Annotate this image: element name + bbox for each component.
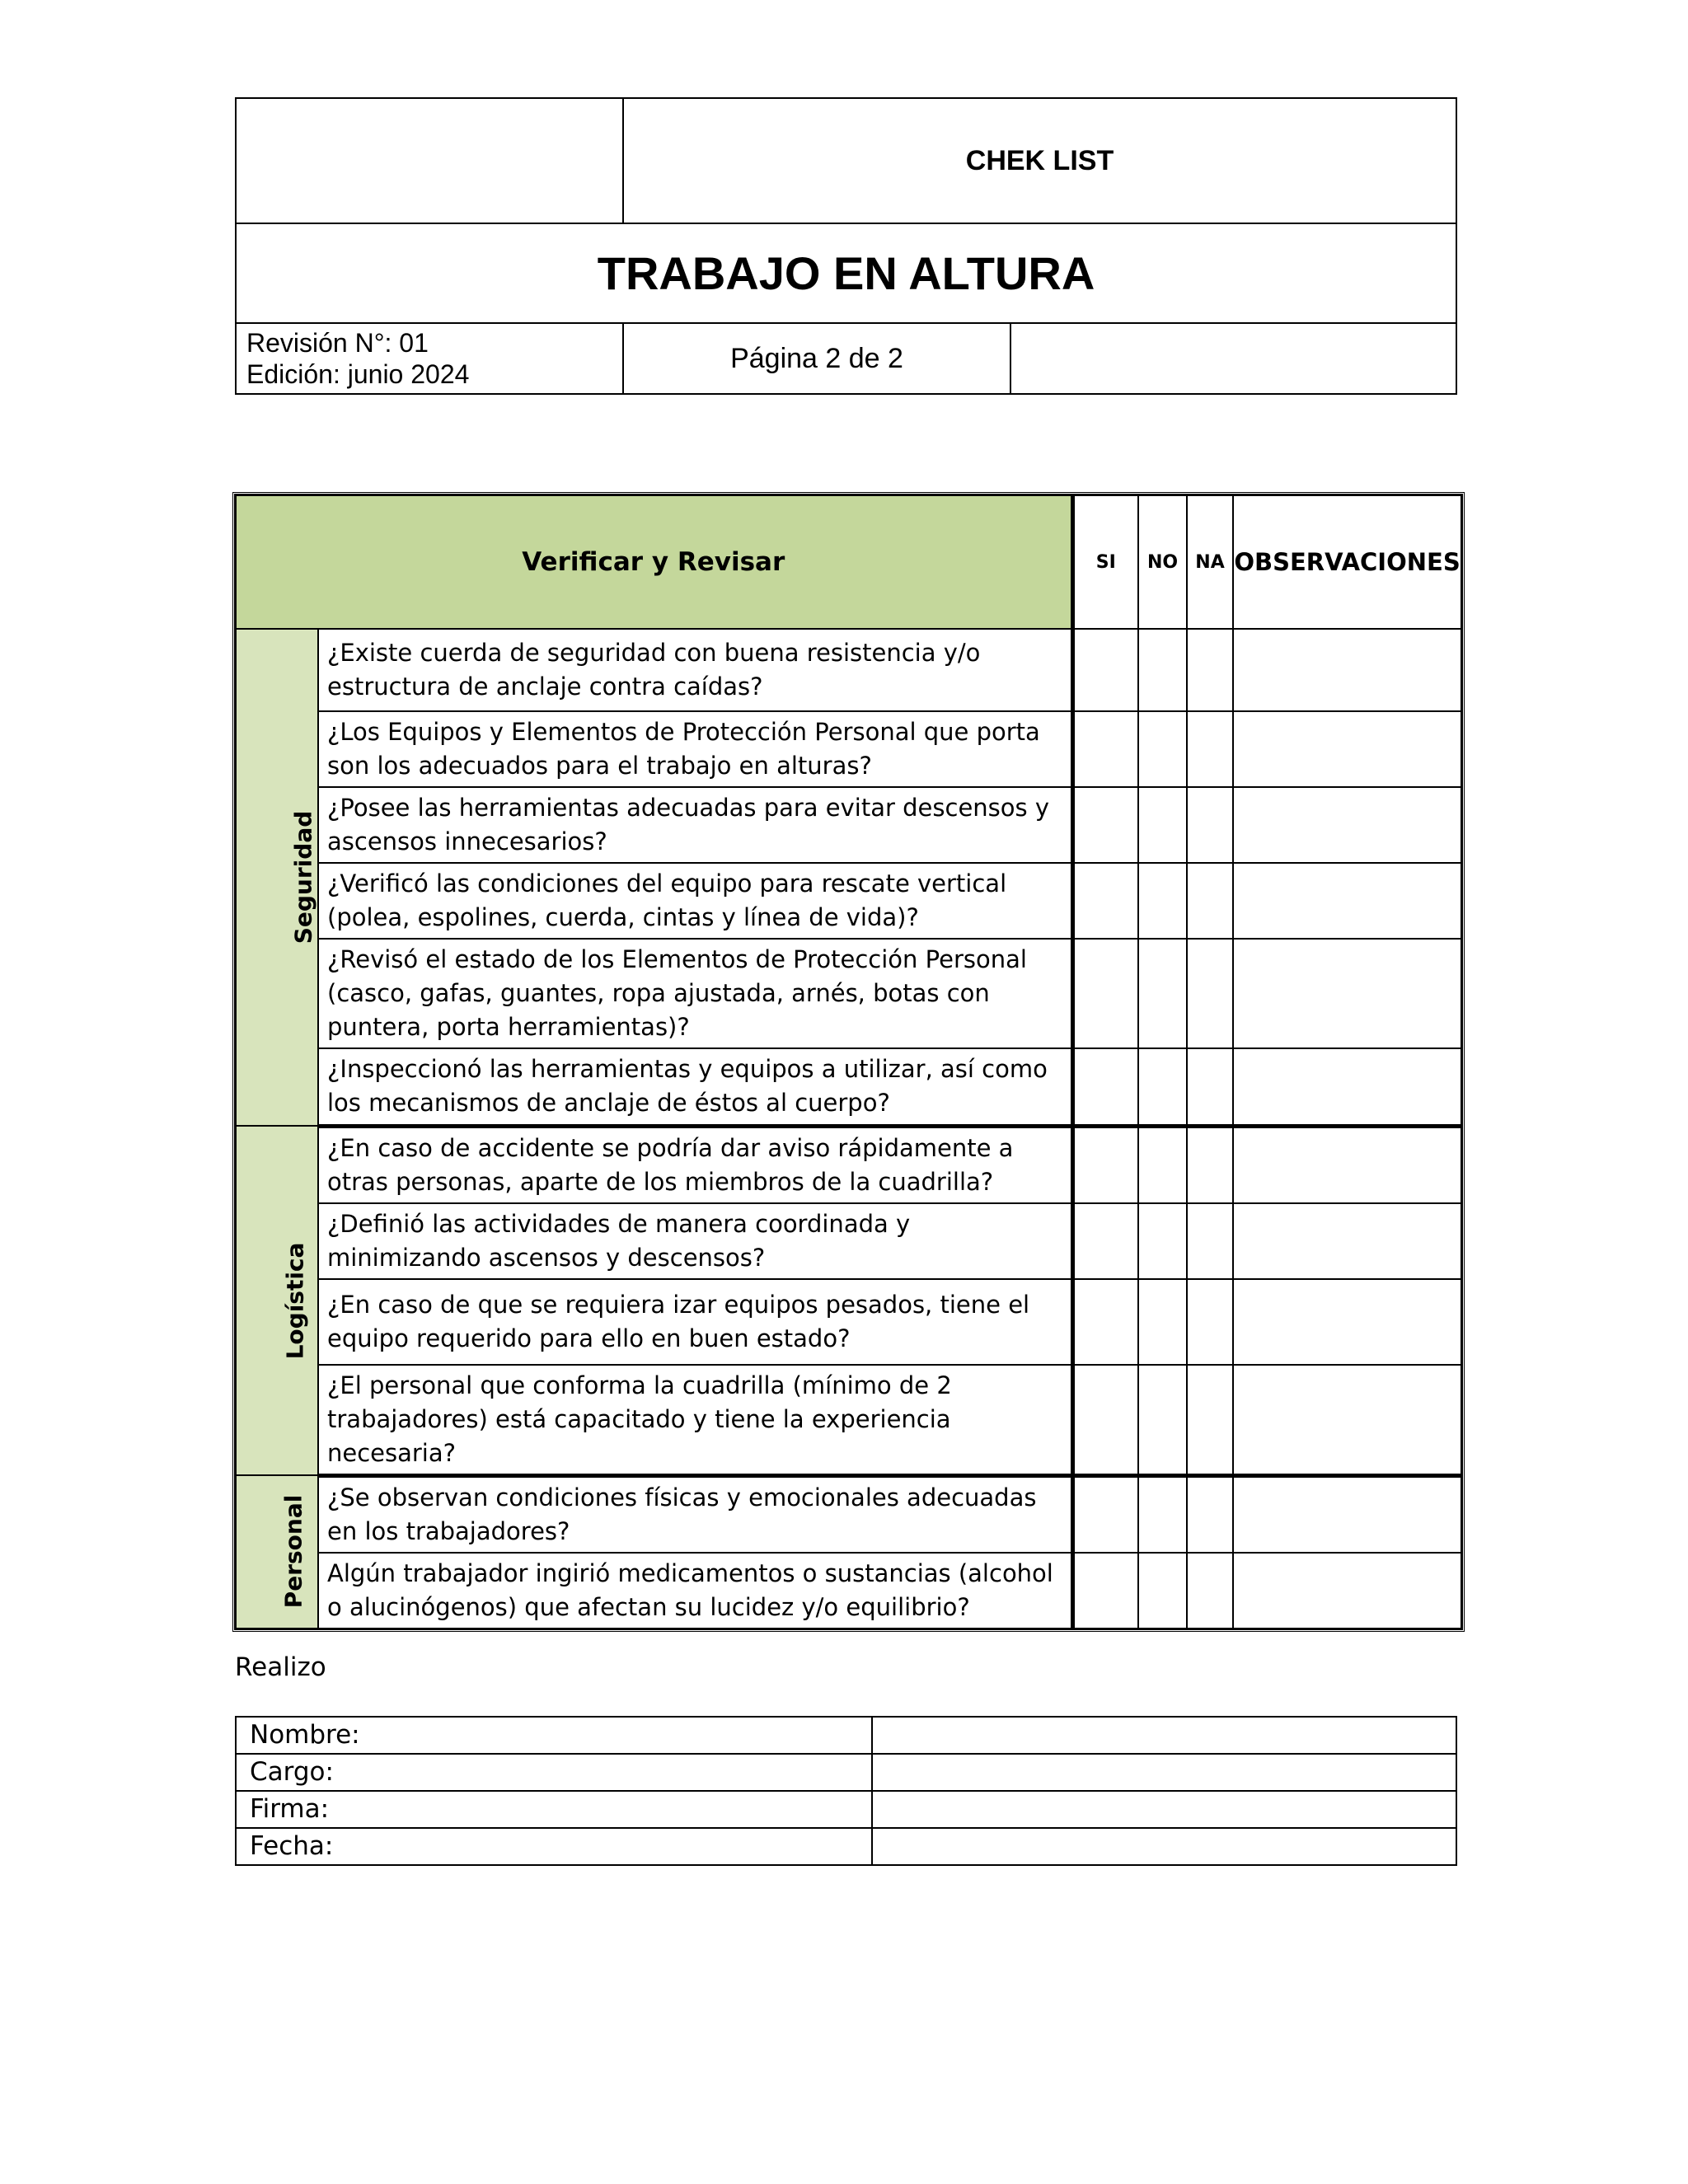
question-text: ¿En caso de accidente se podría dar aviso rápidamente a otras personas, aparte de los miembros de la cuadrilla? (318, 1126, 1072, 1203)
na-cell[interactable] (1187, 1126, 1233, 1203)
nombre-label: Nombre: (236, 1717, 872, 1754)
firma-field[interactable] (872, 1791, 1456, 1828)
category-label: Logística (281, 1242, 309, 1359)
table-row (236, 939, 1461, 1048)
na-cell[interactable] (1187, 1365, 1233, 1476)
observaciones-cell[interactable] (1233, 1279, 1461, 1365)
na-cell[interactable] (1187, 787, 1233, 863)
si-cell[interactable] (1072, 1365, 1138, 1476)
revision-number: Revisión N°: 01 (246, 328, 429, 358)
si-cell[interactable] (1072, 787, 1138, 863)
no-cell[interactable] (1138, 1126, 1187, 1203)
question-text: Algún trabajador ingirió medicamentos o sustancias (alcohol o alucinógenos) que afectan su lucidez y/o equilibrio? (318, 1553, 1072, 1629)
no-cell[interactable] (1138, 863, 1187, 939)
signature-row (236, 1828, 1456, 1865)
na-cell[interactable] (1187, 863, 1233, 939)
edition-date: Edición: junio 2024 (246, 359, 470, 389)
na-cell[interactable] (1187, 939, 1233, 1048)
si-cell[interactable] (1072, 1126, 1138, 1203)
no-cell[interactable] (1138, 1553, 1187, 1629)
nombre-field[interactable] (872, 1717, 1456, 1754)
cargo-field[interactable] (872, 1754, 1456, 1791)
realizo-label: Realizo (235, 1652, 326, 1682)
na-cell[interactable] (1187, 1553, 1233, 1629)
table-row (236, 1279, 1461, 1365)
no-cell[interactable] (1138, 1475, 1187, 1553)
si-cell[interactable] (1072, 939, 1138, 1048)
question-text: ¿Se observan condiciones físicas y emocionales adecuadas en los trabajadores? (318, 1475, 1072, 1553)
na-cell[interactable] (1187, 629, 1233, 711)
fecha-field[interactable] (872, 1828, 1456, 1865)
table-row (236, 1475, 1461, 1553)
observaciones-cell[interactable] (1233, 787, 1461, 863)
observaciones-cell[interactable] (1233, 863, 1461, 939)
na-cell[interactable] (1187, 1048, 1233, 1126)
question-text: ¿Existe cuerda de seguridad con buena resistencia y/o estructura de anclaje contra caídas? (318, 629, 1072, 711)
observaciones-cell[interactable] (1233, 711, 1461, 787)
si-cell[interactable] (1072, 1203, 1138, 1279)
table-row (236, 1048, 1461, 1126)
question-text: ¿Verificó las condiciones del equipo para rescate vertical (polea, espolines, cuerda, cintas y línea de vida)? (318, 863, 1072, 939)
na-cell[interactable] (1187, 1475, 1233, 1553)
si-cell[interactable] (1072, 1279, 1138, 1365)
observaciones-cell[interactable] (1233, 1126, 1461, 1203)
category-label: Seguridad (289, 810, 317, 944)
si-cell[interactable] (1072, 1475, 1138, 1553)
blank-cell (1011, 324, 1456, 393)
no-cell[interactable] (1138, 1048, 1187, 1126)
si-cell[interactable] (1072, 1048, 1138, 1126)
observaciones-cell[interactable] (1233, 1365, 1461, 1476)
table-row (236, 1553, 1461, 1629)
question-text: ¿Definió las actividades de manera coordinada y minimizando ascensos y descensos? (318, 1203, 1072, 1279)
signature-row (236, 1791, 1456, 1828)
si-cell[interactable] (1072, 1553, 1138, 1629)
question-text: ¿Inspeccionó las herramientas y equipos a utilizar, así como los mecanismos de anclaje de éstos al cuerpo? (318, 1048, 1072, 1126)
na-cell[interactable] (1187, 1203, 1233, 1279)
no-cell[interactable] (1138, 1203, 1187, 1279)
observaciones-header: OBSERVACIONES (1233, 495, 1461, 629)
document-title: TRABAJO EN ALTURA (237, 224, 1456, 324)
firma-label: Firma: (236, 1791, 872, 1828)
na-cell[interactable] (1187, 1279, 1233, 1365)
checklist-label: CHEK LIST (624, 99, 1456, 224)
cargo-label: Cargo: (236, 1754, 872, 1791)
no-header: NO (1138, 495, 1187, 629)
table-row (236, 863, 1461, 939)
table-row (236, 1365, 1461, 1476)
no-cell[interactable] (1138, 629, 1187, 711)
question-text: ¿El personal que conforma la cuadrilla (mínimo de 2 trabajadores) está capacitado y tiene la experiencia necesaria? (318, 1365, 1072, 1476)
revision-cell (237, 324, 624, 393)
category-cell (236, 629, 318, 1126)
si-cell[interactable] (1072, 629, 1138, 711)
document-header (235, 97, 1457, 395)
observaciones-cell[interactable] (1233, 1553, 1461, 1629)
si-cell[interactable] (1072, 863, 1138, 939)
table-header-row (236, 495, 1461, 629)
category-cell (236, 1475, 318, 1629)
observaciones-cell[interactable] (1233, 629, 1461, 711)
checklist-body (236, 629, 1461, 1629)
no-cell[interactable] (1138, 939, 1187, 1048)
question-text: ¿Los Equipos y Elementos de Protección Personal que porta son los adecuados para el trabajo en alturas? (318, 711, 1072, 787)
observaciones-cell[interactable] (1233, 939, 1461, 1048)
table-row (236, 629, 1461, 711)
observaciones-cell[interactable] (1233, 1475, 1461, 1553)
na-cell[interactable] (1187, 711, 1233, 787)
category-cell (236, 1126, 318, 1475)
question-text: ¿En caso de que se requiera izar equipos pesados, tiene el equipo requerido para ello en buen estado? (318, 1279, 1072, 1365)
signature-row (236, 1754, 1456, 1791)
no-cell[interactable] (1138, 787, 1187, 863)
observaciones-cell[interactable] (1233, 1203, 1461, 1279)
observaciones-cell[interactable] (1233, 1048, 1461, 1126)
logo-cell (237, 99, 624, 224)
verify-header: Verificar y Revisar (236, 495, 1072, 629)
page-number: Página 2 de 2 (624, 324, 1011, 393)
fecha-label: Fecha: (236, 1828, 872, 1865)
table-row (236, 711, 1461, 787)
signature-row (236, 1717, 1456, 1754)
na-header: NA (1187, 495, 1233, 629)
no-cell[interactable] (1138, 711, 1187, 787)
question-text: ¿Revisó el estado de los Elementos de Protección Personal (casco, gafas, guantes, ropa ajustada, arnés, botas con puntera, porta herramientas)? (318, 939, 1072, 1048)
no-cell[interactable] (1138, 1365, 1187, 1476)
question-text: ¿Posee las herramientas adecuadas para evitar descensos y ascensos innecesarios? (318, 787, 1072, 863)
table-row (236, 1203, 1461, 1279)
category-label: Personal (279, 1494, 307, 1609)
table-row (236, 1126, 1461, 1203)
si-cell[interactable] (1072, 711, 1138, 787)
checklist-table (235, 494, 1462, 1629)
si-header: SI (1072, 495, 1138, 629)
table-row (236, 787, 1461, 863)
signature-table (235, 1716, 1457, 1866)
no-cell[interactable] (1138, 1279, 1187, 1365)
